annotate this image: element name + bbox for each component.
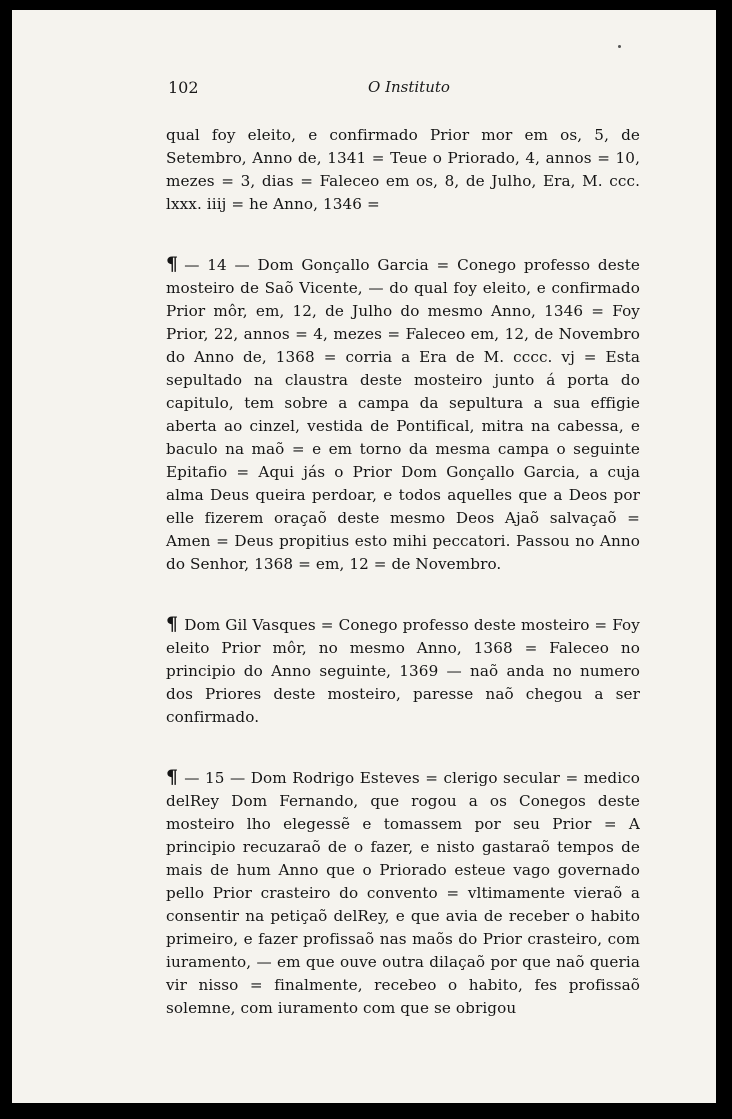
paragraph-text: Dom Gil Vasques = Conego professo deste mosteiro = Foy eleito Prior môr, no mesmo Anno, 1368 = Faleceo no principio do Anno seguinte, 1369 — naõ anda no numero dos Priores deste mosteiro, paresse naõ chegou a ser confirmado.: [166, 616, 640, 726]
paragraph-text: — 15 — Dom Rodrigo Esteves = clerigo secular = medico delRey Dom Fernando, que rogou a os Conegos deste mosteiro lho elegessẽ e tomassem por seu Prior = A principio recuzaraõ de o fazer, e nisto gastaraõ tempos de mais de hum Anno que o Priorado esteue vago governado pello Prior crasteiro do convento = vltimamente vieraõ a consentir na petiçaõ delRey, e que avia de receber o habito primeiro, e fazer profissaõ nas maõs do Prior crasteiro, com iuramento, — em que ouve outra dilaçaõ por que naõ queria vir nisso = finalmente, recebeo o habito, fes profissaõ solemne, com iuramento com que se obrigou: [166, 769, 640, 1017]
paragraph-continuation: [166, 124, 640, 216]
body-text: [166, 124, 640, 1057]
running-title: O Instituto: [368, 78, 450, 96]
book-page: [12, 10, 716, 1103]
page-header: [12, 78, 716, 108]
pilcrow-icon: ¶: [166, 766, 179, 788]
page-speck: [618, 45, 621, 48]
paragraph-entry-gil-vasques: [166, 613, 640, 729]
pilcrow-icon: ¶: [166, 613, 179, 635]
paragraph-entry-15: [166, 766, 640, 1020]
pilcrow-icon: ¶: [166, 253, 179, 275]
page-number: 102: [168, 78, 199, 97]
paragraph-entry-14: [166, 253, 640, 576]
paragraph-text: — 14 — Dom Gonçallo Garcia = Conego professo deste mosteiro de Saõ Vicente, — do qual foy eleito, e confirmado Prior môr, em, 12, de Julho do mesmo Anno, 1346 = Foy Prior, 22, annos = 4, mezes = Faleceo em, 12, de Novembro do Anno de, 1368 = corria a Era de M. cccc. vj = Esta sepultado na claustra deste mosteiro junto á porta do capitulo, tem sobre a campa da sepultura a sua effigie aberta ao cinzel, vestida de Pontifical, mitra na cabessa, e baculo na maõ = e em torno da mesma campa o seguinte Epitafio = Aqui jás o Prior Dom Gonçallo Garcia, a cuja alma Deus queira perdoar, e todos aquelles que a Deos por elle fizerem oraçaõ deste mesmo Deos Ajaõ salvaçaõ = Amen = Deus propitius esto mihi peccatori. Passou no Anno do Senhor, 1368 = em, 12 = de Novembro.: [166, 256, 640, 573]
paragraph-text: qual foy eleito, e confirmado Prior mor em os, 5, de Setembro, Anno de, 1341 = Teue o Priorado, 4, annos = 10, mezes = 3, dias = Faleceo em os, 8, de Julho, Era, M. ccc. lxxx. iiij = he Anno, 1346 =: [166, 126, 640, 213]
